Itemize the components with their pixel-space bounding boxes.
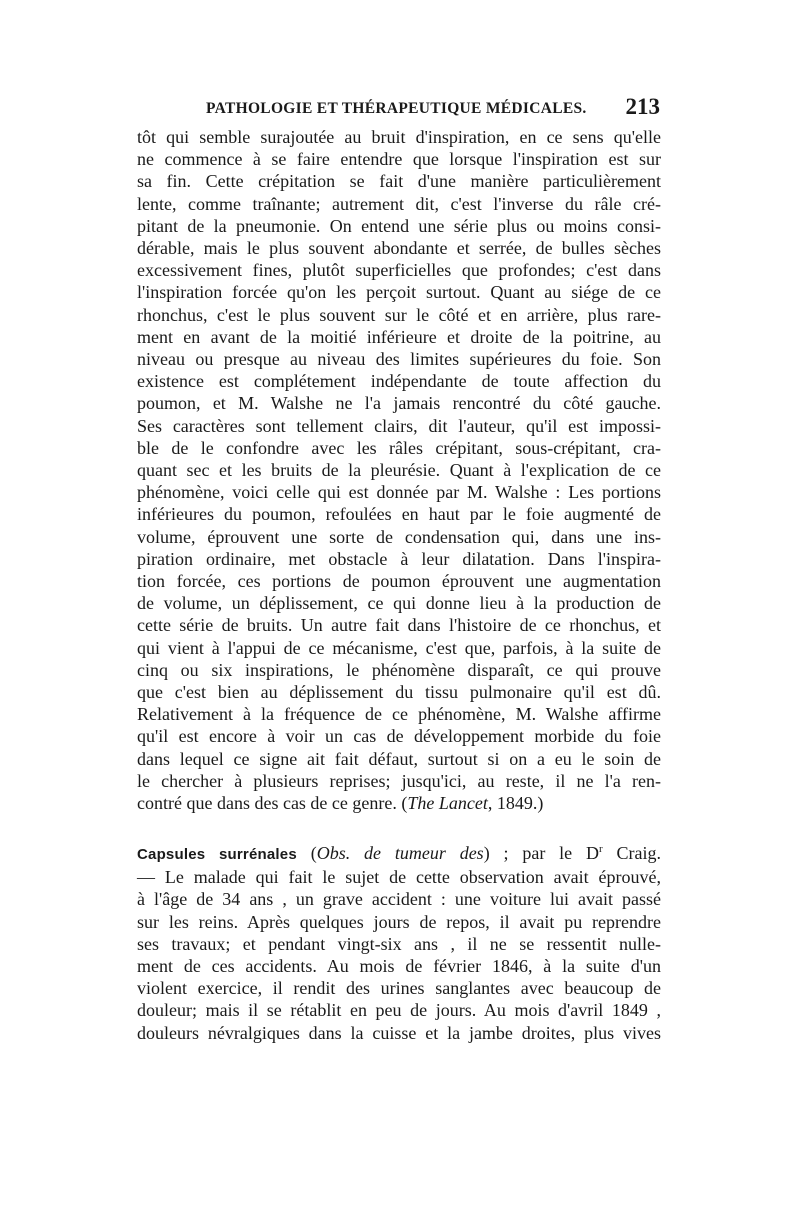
text-line: volume, éprouvent une sorte de condensation qui, dans une ins- [137,526,661,547]
text-line: dérable, mais le plus souvent abondante et serrée, de bulles sèches [137,238,661,259]
journal-name: The Lancet [407,793,488,814]
text-line: quant sec et les bruits de la pleurésie. Quant à l'explication de ce [137,460,661,481]
text-line: niveau ou presque au niveau des limites supérieures du foie. Son [137,349,661,370]
section-lead: Capsules surrénales [137,846,297,863]
text-line-citation [137,792,661,814]
text-line: à l'âge de 34 ans , un grave accident : une voiture lui avait passé [137,889,661,910]
running-head [140,96,660,122]
page-number: 213 [625,94,660,119]
text-line: ne commence à se faire entendre que lorsque l'inspiration est sur [137,149,661,170]
text-line: sur les reins. Après quelques jours de repos, il avait pu reprendre [137,911,661,932]
text-line: lente, comme traînante; autrement dit, c'est l'inverse du râle cré- [137,193,661,214]
text-line: tion forcée, ces portions de poumon éprouvent une augmentation [137,571,661,592]
text-line: rhonchus, c'est le plus souvent sur le côté et en arrière, plus rare- [137,304,661,325]
text-line: qu'il est encore à voir un cas de développement morbide du foie [137,726,661,747]
text-line: douleur; mais il se rétablit en peu de jours. Au mois d'avril 1849 , [137,1000,661,1021]
text-line: violent exercice, il rendit des urines sanglantes avec beaucoup de [137,978,661,999]
doctor-sup: r [599,843,603,855]
text-line: ble de le confondre avec les râles crépitant, sous-crépitant, cra- [137,437,661,458]
paragraph-heading-line [137,838,661,866]
obs-open: ( [296,843,317,863]
text-line: existence est complétement indépendante de toute affection du [137,371,661,392]
text-line: douleurs névralgiques dans la cuisse et la jambe droites, plus vives [137,1022,661,1043]
text-line: phénomène, voici celle qui est donnée par M. Walshe : Les portions [137,482,661,503]
text-line: qui vient à l'appui de ce mécanisme, c'est que, parfois, à la suite de [137,637,661,658]
text-line: ment de ces accidents. Au mois de février 1846, à la suite d'un [137,956,661,977]
author-name: Craig. [602,843,661,863]
text-line: tôt qui semble surajoutée au bruit d'inspiration, en ce sens qu'elle [137,127,661,147]
citation-text: contré que dans des cas de ce genre. ( [137,793,408,814]
text-line: l'inspiration forcée qu'on les perçoit surtout. Quant au siége de ce [137,282,661,303]
text-line: Relativement à la fréquence de ce phénomène, M. Walshe affirme [137,704,661,725]
text-line: piration ordinaire, met obstacle à leur dilatation. Dans l'inspira- [137,548,661,569]
text-line: sa fin. Cette crépitation se fait d'une manière particulièrement [137,171,661,192]
paragraph-capsules-surrenales [137,838,661,1044]
text-line: Ses caractères sont tellement clairs, dit l'auteur, qu'il est impossi- [137,415,661,436]
text-line: que c'est bien au déplissement du tissu pulmonaire qu'il est dû. [137,682,661,703]
obs-title: Obs. de tumeur des [316,843,484,863]
text-line: de volume, un déplissement, ce qui donne lieu à la production de [137,593,661,614]
text-line: — Le malade qui fait le sujet de cette observation avait éprouvé, [137,867,661,888]
running-head-title: PATHOLOGIE ET THÉRAPEUTIQUE MÉDICALES. [206,100,587,117]
text-line: ses travaux; et pendant vingt-six ans , il ne se ressentit nulle- [137,933,661,954]
text-line: cette série de bruits. Un autre fait dans l'histoire de ce rhonchus, et [137,615,661,636]
obs-close: ) ; par le D [483,843,599,863]
text-line: ment en avant de la moitié inférieure et droite de la poitrine, au [137,326,661,347]
text-line: dans lequel ce signe ait fait défaut, surtout si on a eu le soin de [137,748,661,769]
text-line: pitant de la pneumonie. On entend une série plus ou moins consi- [137,215,661,236]
text-line: le chercher à plusieurs reprises; jusqu'ici, au reste, il ne l'a ren- [137,770,661,791]
text-line: inférieures du poumon, refoulées en haut par le foie augmenté de [137,504,661,525]
text-line: cinq ou six inspirations, le phénomène disparaît, ce qui prouve [137,659,661,680]
citation-text: , 1849.) [487,793,544,814]
text-line: poumon, et M. Walshe ne l'a jamais rencontré du côté gauche. [137,393,661,414]
text-line: excessivement fines, plutôt superficielles que profondes; c'est dans [137,260,661,281]
paragraph-lancet [137,126,661,814]
